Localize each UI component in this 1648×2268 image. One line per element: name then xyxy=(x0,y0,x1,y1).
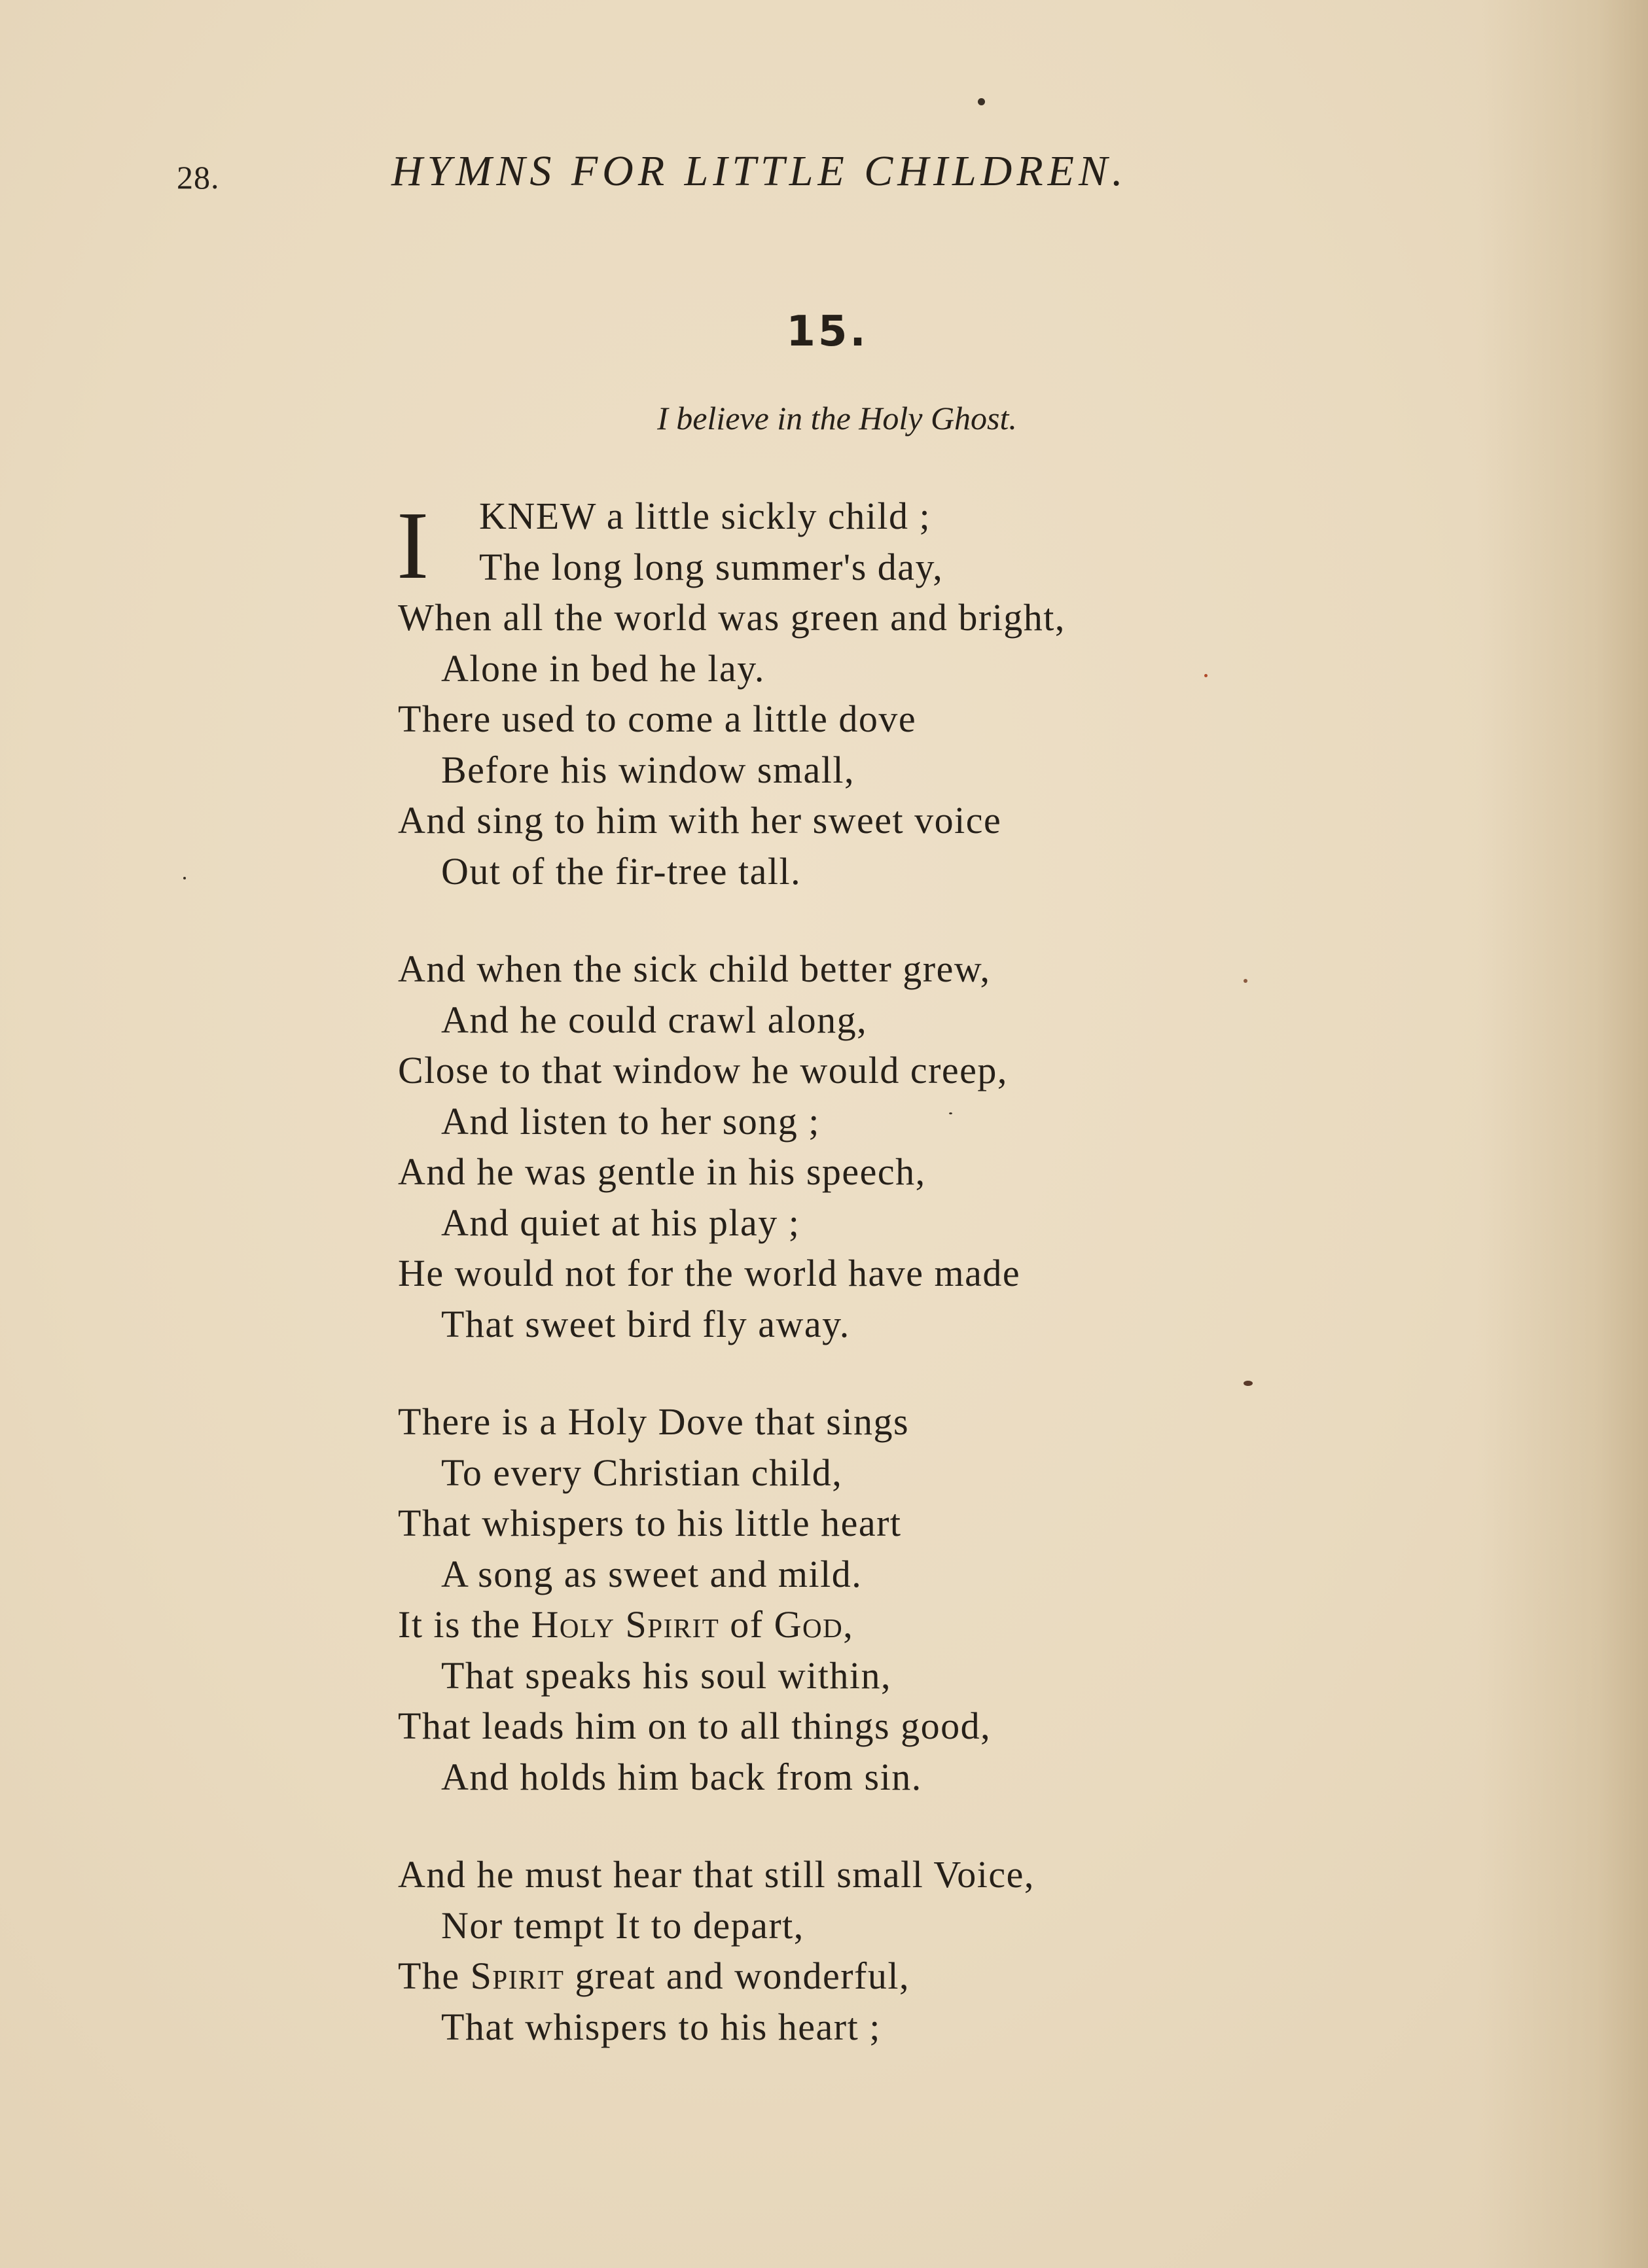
hymn-epigraph: I believe in the Holy Ghost. xyxy=(657,400,1017,436)
poem-line: That whispers to his little heart xyxy=(398,1502,902,1544)
poem-line: To every Christian child, xyxy=(441,1451,843,1494)
poem-line: And he could crawl along, xyxy=(441,998,868,1041)
stanza-1 xyxy=(398,491,1314,896)
poem-line: And he was gentle in his speech, xyxy=(398,1150,926,1193)
poem-line: KNEW a little sickly child ; xyxy=(479,495,931,537)
poem-line: It is the Holy Spirit of God, xyxy=(398,1603,854,1646)
poem-line: The Spirit great and wonderful, xyxy=(398,1955,910,1997)
poem-line: That whispers to his heart ; xyxy=(441,2005,881,2048)
poem-line: And quiet at his play ; xyxy=(441,1201,800,1244)
hymn-number: 15. xyxy=(786,308,869,356)
poem-line: He would not for the world have made xyxy=(398,1252,1021,1294)
poem-line: And he must hear that still small Voice, xyxy=(398,1853,1035,1896)
small-caps-word: Spirit xyxy=(625,1603,720,1646)
stanza-2 xyxy=(398,944,1314,1349)
poem-line: That sweet bird fly away. xyxy=(441,1302,850,1345)
poem-line: Alone in bed he lay. xyxy=(441,647,765,690)
paper-speck xyxy=(978,98,985,105)
small-caps-word: Spirit xyxy=(470,1955,565,1997)
page-number: 28. xyxy=(177,159,220,196)
small-caps-word: God xyxy=(774,1603,844,1646)
poem-line: There used to come a little dove xyxy=(398,698,917,740)
poem-line: Out of the fir-tree tall. xyxy=(441,849,802,893)
poem-line: Nor tempt It to depart, xyxy=(441,1904,804,1947)
running-title: HYMNS FOR LITTLE CHILDREN. xyxy=(391,147,1128,195)
poem-line: And listen to her song ; xyxy=(441,1099,820,1143)
poem-line: And holds him back from sin. xyxy=(441,1755,922,1798)
poem-line: The long long summer's day, xyxy=(479,545,944,588)
poem-line: A song as sweet and mild. xyxy=(441,1552,863,1595)
drop-cap: I xyxy=(397,492,429,599)
poem-line: Close to that window he would creep, xyxy=(398,1049,1008,1091)
poem-body xyxy=(398,491,1314,2099)
stanza-3 xyxy=(398,1396,1314,1802)
poem-line: There is a Holy Dove that sings xyxy=(398,1400,910,1443)
remaining-stanzas xyxy=(398,944,1314,2052)
poem-line: That leads him on to all things good, xyxy=(398,1705,992,1747)
stanza-1-lines xyxy=(398,592,1314,896)
poem-line: Before his window small, xyxy=(441,748,855,791)
stanza-4 xyxy=(398,1849,1314,2052)
paper-speck xyxy=(183,877,186,879)
poem-line: And sing to him with her sweet voice xyxy=(398,799,1002,842)
small-caps-word: Holy xyxy=(531,1603,615,1646)
running-header xyxy=(0,145,1648,204)
poem-line: That speaks his soul within, xyxy=(441,1654,892,1697)
poem-line: When all the world was green and bright, xyxy=(398,596,1066,639)
poem-line: And when the sick child better grew, xyxy=(398,948,991,990)
